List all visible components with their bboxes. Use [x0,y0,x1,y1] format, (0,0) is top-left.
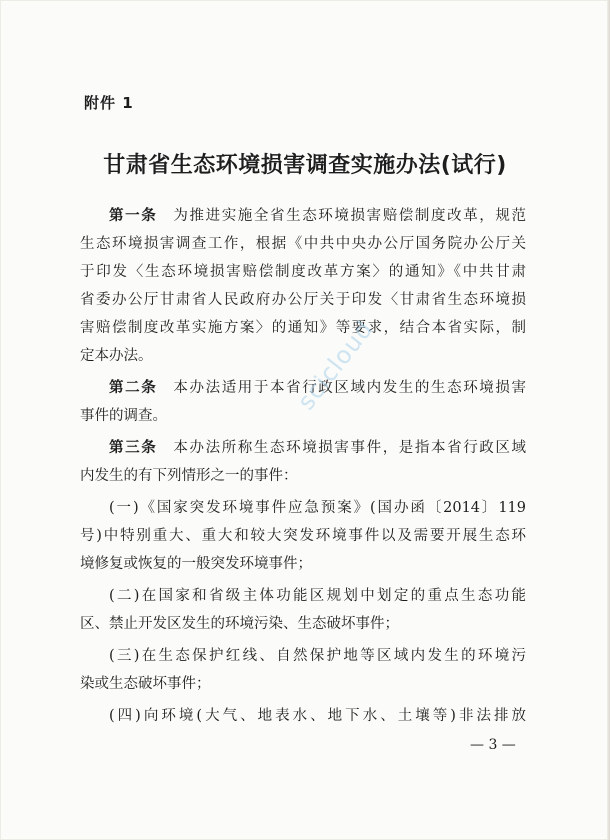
article-heading: 第一条 [109,208,158,224]
body-line [80,286,526,314]
line-text: 于印发〈生态环境损害赔偿制度改革方案〉的通知》《中共甘肃 [80,264,526,280]
body-line [80,402,526,430]
body-line [80,230,526,258]
line-text: 内发生的有下列情形之一的事件： [80,468,298,484]
attachment-label: 附件 1 [84,94,134,112]
body-line [80,670,526,698]
line-text: 生态环境损害调查工作，根据《中共中央办公厅国务院办公厅关 [80,236,526,252]
line-text: 害赔偿制度改革实施方案〉的通知》等要求，结合本省实际，制 [80,320,526,336]
body-line [80,434,526,462]
line-text: 区、禁止开发区发生的环境污染、生态破坏事件； [80,616,399,632]
line-text: 境修复或恢复的一般突发环境事件； [80,556,312,572]
line-text: (二)在国家和省级主体功能区规划中划定的重点生态功能 [109,588,526,604]
line-text: 染或生态破坏事件； [80,676,211,692]
body-line [80,462,526,490]
page-number: — 3 — [470,737,516,753]
body-line [80,550,526,578]
article-heading: 第二条 [109,380,158,396]
line-text: 号)中特别重大、重大和较大突发环境事件以及需要开展生态环 [80,528,526,544]
body-line [80,494,526,522]
body-line [80,642,526,670]
document-title: 甘肃省生态环境损害调查实施办法(试行) [103,153,507,178]
body-line [80,258,526,286]
line-text: 本办法适用于本省行政区域内发生的生态环境损害 [157,380,527,396]
body-line [80,342,526,370]
body-line [80,374,526,402]
body-line [80,314,526,342]
line-text: (三)在生态保护红线、自然保护地等区域内发生的环境污 [109,648,526,664]
line-text: 定本办法。 [80,348,153,364]
line-text: 本办法所称生态环境损害事件，是指本省行政区域 [157,440,527,456]
document-body [80,202,526,730]
body-line [80,702,526,730]
watermark: scicloud [292,314,379,416]
body-line [80,582,526,610]
body-line [80,202,526,230]
line-text: 为推进实施全省生态环境损害赔偿制度改革，规范 [157,208,527,224]
line-text: 事件的调查。 [80,408,167,424]
line-text: 省委办公厅甘肃省人民政府办公厅关于印发〈甘肃省生态环境损 [80,292,526,308]
article-heading: 第三条 [109,440,158,456]
line-text: (四)向环境(大气、地表水、地下水、土壤等)非法排放 [109,708,526,724]
body-line [80,610,526,638]
body-line [80,522,526,550]
line-text: (一)《国家突发环境事件应急预案》(国办函〔2014〕119 [109,500,526,516]
